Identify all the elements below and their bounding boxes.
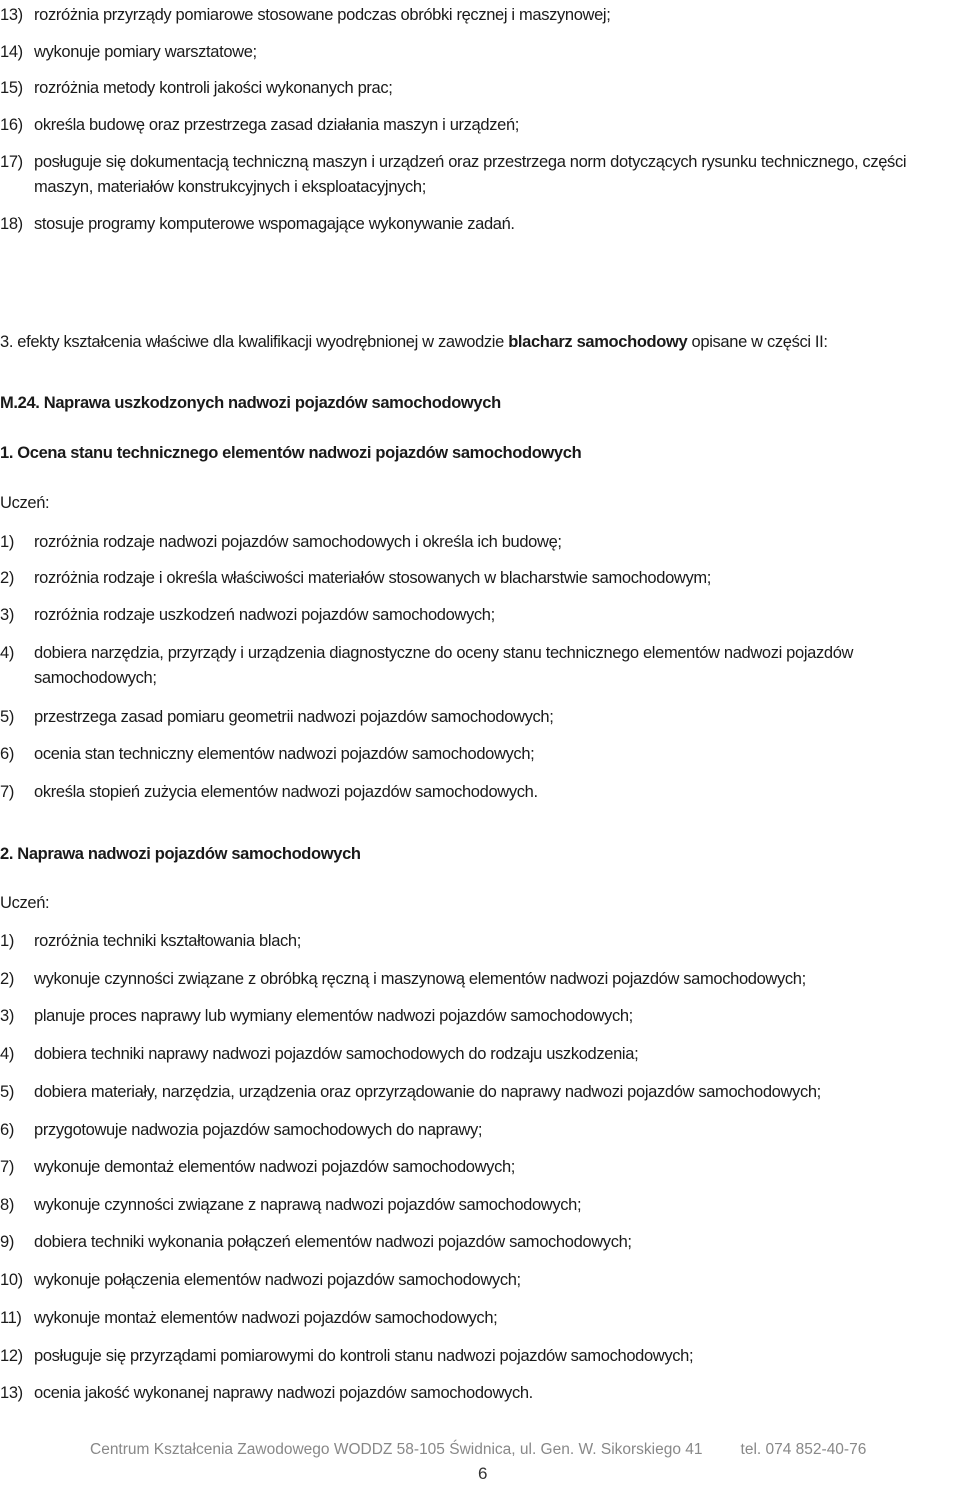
list-item-text: wykonuje czynności związane z naprawą nadwozi pojazdów samochodowych; bbox=[34, 1196, 582, 1214]
list-item-number: 7) bbox=[0, 1158, 14, 1176]
page-number: 6 bbox=[478, 1464, 488, 1483]
list-item-number: 13) bbox=[0, 6, 23, 24]
list-item bbox=[0, 566, 950, 591]
list-item-number: 18) bbox=[0, 215, 23, 233]
list-item-number: 7) bbox=[0, 783, 14, 801]
list-item-text: posługuje się przyrządami pomiarowymi do kontroli stanu nadwozi pojazdów samochodowych; bbox=[34, 1347, 694, 1365]
list-item bbox=[0, 3, 950, 28]
list-item-number: 14) bbox=[0, 43, 23, 61]
unit-1-student-label: Uczeń: bbox=[0, 494, 50, 512]
list-item bbox=[0, 1268, 950, 1293]
list-item bbox=[0, 113, 950, 138]
page-footer bbox=[90, 1441, 866, 1459]
list-item-text: rozróżnia przyrządy pomiarowe stosowane podczas obróbki ręcznej i maszynowej; bbox=[34, 6, 611, 24]
list-item-number: 15) bbox=[0, 79, 23, 97]
list-item-text: dobiera materiały, narzędzia, urządzenia oraz oprzyrządowanie do naprawy nadwozi pojazdów samochodowych; bbox=[34, 1083, 821, 1101]
list-item-number: 6) bbox=[0, 1121, 14, 1139]
list-item-number: 5) bbox=[0, 708, 14, 726]
list-item-text: rozróżnia techniki kształtowania blach; bbox=[34, 932, 301, 950]
list-item-number: 2) bbox=[0, 569, 14, 587]
list-item-text: rozróżnia rodzaje uszkodzeń nadwozi pojazdów samochodowych; bbox=[34, 606, 495, 624]
list-item-number: 12) bbox=[0, 1347, 23, 1365]
list-item bbox=[0, 1230, 950, 1255]
list-item-text: wykonuje pomiary warsztatowe; bbox=[34, 43, 257, 61]
list-item bbox=[0, 1155, 950, 1180]
unit-1-title: 1. Ocena stanu technicznego elementów nadwozi pojazdów samochodowych bbox=[0, 444, 582, 462]
list-item-text: wykonuje połączenia elementów nadwozi pojazdów samochodowych; bbox=[34, 1271, 521, 1289]
list-item-number: 10) bbox=[0, 1271, 23, 1289]
list-item-number: 17) bbox=[0, 153, 23, 171]
list-item bbox=[0, 603, 950, 628]
list-item-text: określa budowę oraz przestrzega zasad działania maszyn i urządzeń; bbox=[34, 116, 520, 134]
list-item-text: wykonuje montaż elementów nadwozi pojazdów samochodowych; bbox=[34, 1309, 498, 1327]
list-item-text: przygotowuje nadwozia pojazdów samochodowych do naprawy; bbox=[34, 1121, 483, 1139]
list-item-text: posługuje się dokumentacją techniczną maszyn i urządzeń oraz przestrzega norm dotyczących rysunku technicznego, części maszyn, materiałów konstrukcyjnych i eksploatacyjnych; bbox=[34, 153, 907, 196]
list-item-number: 2) bbox=[0, 970, 14, 988]
list-item-number: 16) bbox=[0, 116, 23, 134]
list-item-text: dobiera techniki wykonania połączeń elementów nadwozi pojazdów samochodowych; bbox=[34, 1233, 632, 1251]
footer-address: Centrum Kształcenia Zawodowego WODDZ 58-105 Świdnica, ul. Gen. W. Sikorskiego 41 bbox=[90, 1441, 703, 1458]
list-item-number: 13) bbox=[0, 1384, 23, 1402]
list-item-number: 11) bbox=[0, 1309, 22, 1327]
list-item-text: rozróżnia metody kontroli jakości wykonanych prac; bbox=[34, 79, 393, 97]
profession-name: blacharz samochodowy bbox=[508, 333, 688, 351]
list-item-number: 1) bbox=[0, 533, 14, 551]
list-item bbox=[0, 967, 950, 992]
list-item-number: 6) bbox=[0, 745, 14, 763]
list-item-text: przestrzega zasad pomiaru geometrii nadwozi pojazdów samochodowych; bbox=[34, 708, 554, 726]
list-item-text: planuje proces naprawy lub wymiany elementów nadwozi pojazdów samochodowych; bbox=[34, 1007, 633, 1025]
section-3-text-before: 3. efekty kształcenia właściwe dla kwalifikacji wyodrębnionej w zawodzie bbox=[0, 333, 509, 351]
list-item-number: 5) bbox=[0, 1083, 14, 1101]
list-item bbox=[0, 705, 950, 730]
list-item bbox=[0, 1193, 950, 1218]
list-item-text: dobiera techniki naprawy nadwozi pojazdów samochodowych do rodzaju uszkodzenia; bbox=[34, 1045, 639, 1063]
list-item-text: określa stopień zużycia elementów nadwozi pojazdów samochodowych. bbox=[34, 783, 538, 801]
list-item bbox=[0, 1118, 950, 1143]
list-item-text: dobiera narzędzia, przyrządy i urządzenia diagnostyczne do oceny stanu technicznego elementów nadwozi pojazdów samochodowych; bbox=[34, 644, 854, 687]
unit-2-student-label: Uczeń: bbox=[0, 894, 50, 912]
list-item bbox=[0, 1004, 950, 1029]
section-3-heading bbox=[0, 330, 828, 355]
list-item-text: ocenia jakość wykonanej naprawy nadwozi pojazdów samochodowych. bbox=[34, 1384, 533, 1402]
list-item-number: 4) bbox=[0, 1045, 14, 1063]
list-item-text: wykonuje demontaż elementów nadwozi pojazdów samochodowych; bbox=[34, 1158, 516, 1176]
list-item bbox=[0, 40, 950, 65]
list-item bbox=[0, 1042, 950, 1067]
list-item bbox=[0, 530, 950, 555]
list-item bbox=[0, 1306, 950, 1331]
footer-phone: tel. 074 852-40-76 bbox=[740, 1441, 867, 1458]
list-item bbox=[0, 641, 950, 691]
list-item bbox=[0, 929, 950, 954]
unit-2-title: 2. Naprawa nadwozi pojazdów samochodowych bbox=[0, 845, 361, 863]
list-item-text: rozróżnia rodzaje nadwozi pojazdów samochodowych i określa ich budowę; bbox=[34, 533, 562, 551]
list-item bbox=[0, 1381, 950, 1406]
section-3-text-after: opisane w części II: bbox=[687, 333, 828, 351]
list-item bbox=[0, 212, 950, 237]
list-item-text: stosuje programy komputerowe wspomagające wykonywanie zadań. bbox=[34, 215, 515, 233]
list-item-number: 3) bbox=[0, 1007, 14, 1025]
list-item-number: 1) bbox=[0, 932, 14, 950]
list-item-number: 8) bbox=[0, 1196, 14, 1214]
list-item-number: 4) bbox=[0, 644, 14, 662]
list-item-text: wykonuje czynności związane z obróbką ręczną i maszynową elementów nadwozi pojazdów samochodowych; bbox=[34, 970, 806, 988]
list-item-text: rozróżnia rodzaje i określa właściwości materiałów stosowanych w blacharstwie samochodowym; bbox=[34, 569, 712, 587]
list-item bbox=[0, 1344, 950, 1369]
list-item bbox=[0, 780, 950, 805]
list-item bbox=[0, 76, 950, 101]
list-item-text: ocenia stan techniczny elementów nadwozi pojazdów samochodowych; bbox=[34, 745, 535, 763]
list-item-number: 3) bbox=[0, 606, 14, 624]
list-item bbox=[0, 150, 950, 200]
list-item bbox=[0, 1080, 950, 1105]
list-item-number: 9) bbox=[0, 1233, 14, 1251]
qualification-title: M.24. Naprawa uszkodzonych nadwozi pojazdów samochodowych bbox=[0, 394, 501, 412]
list-item bbox=[0, 742, 950, 767]
